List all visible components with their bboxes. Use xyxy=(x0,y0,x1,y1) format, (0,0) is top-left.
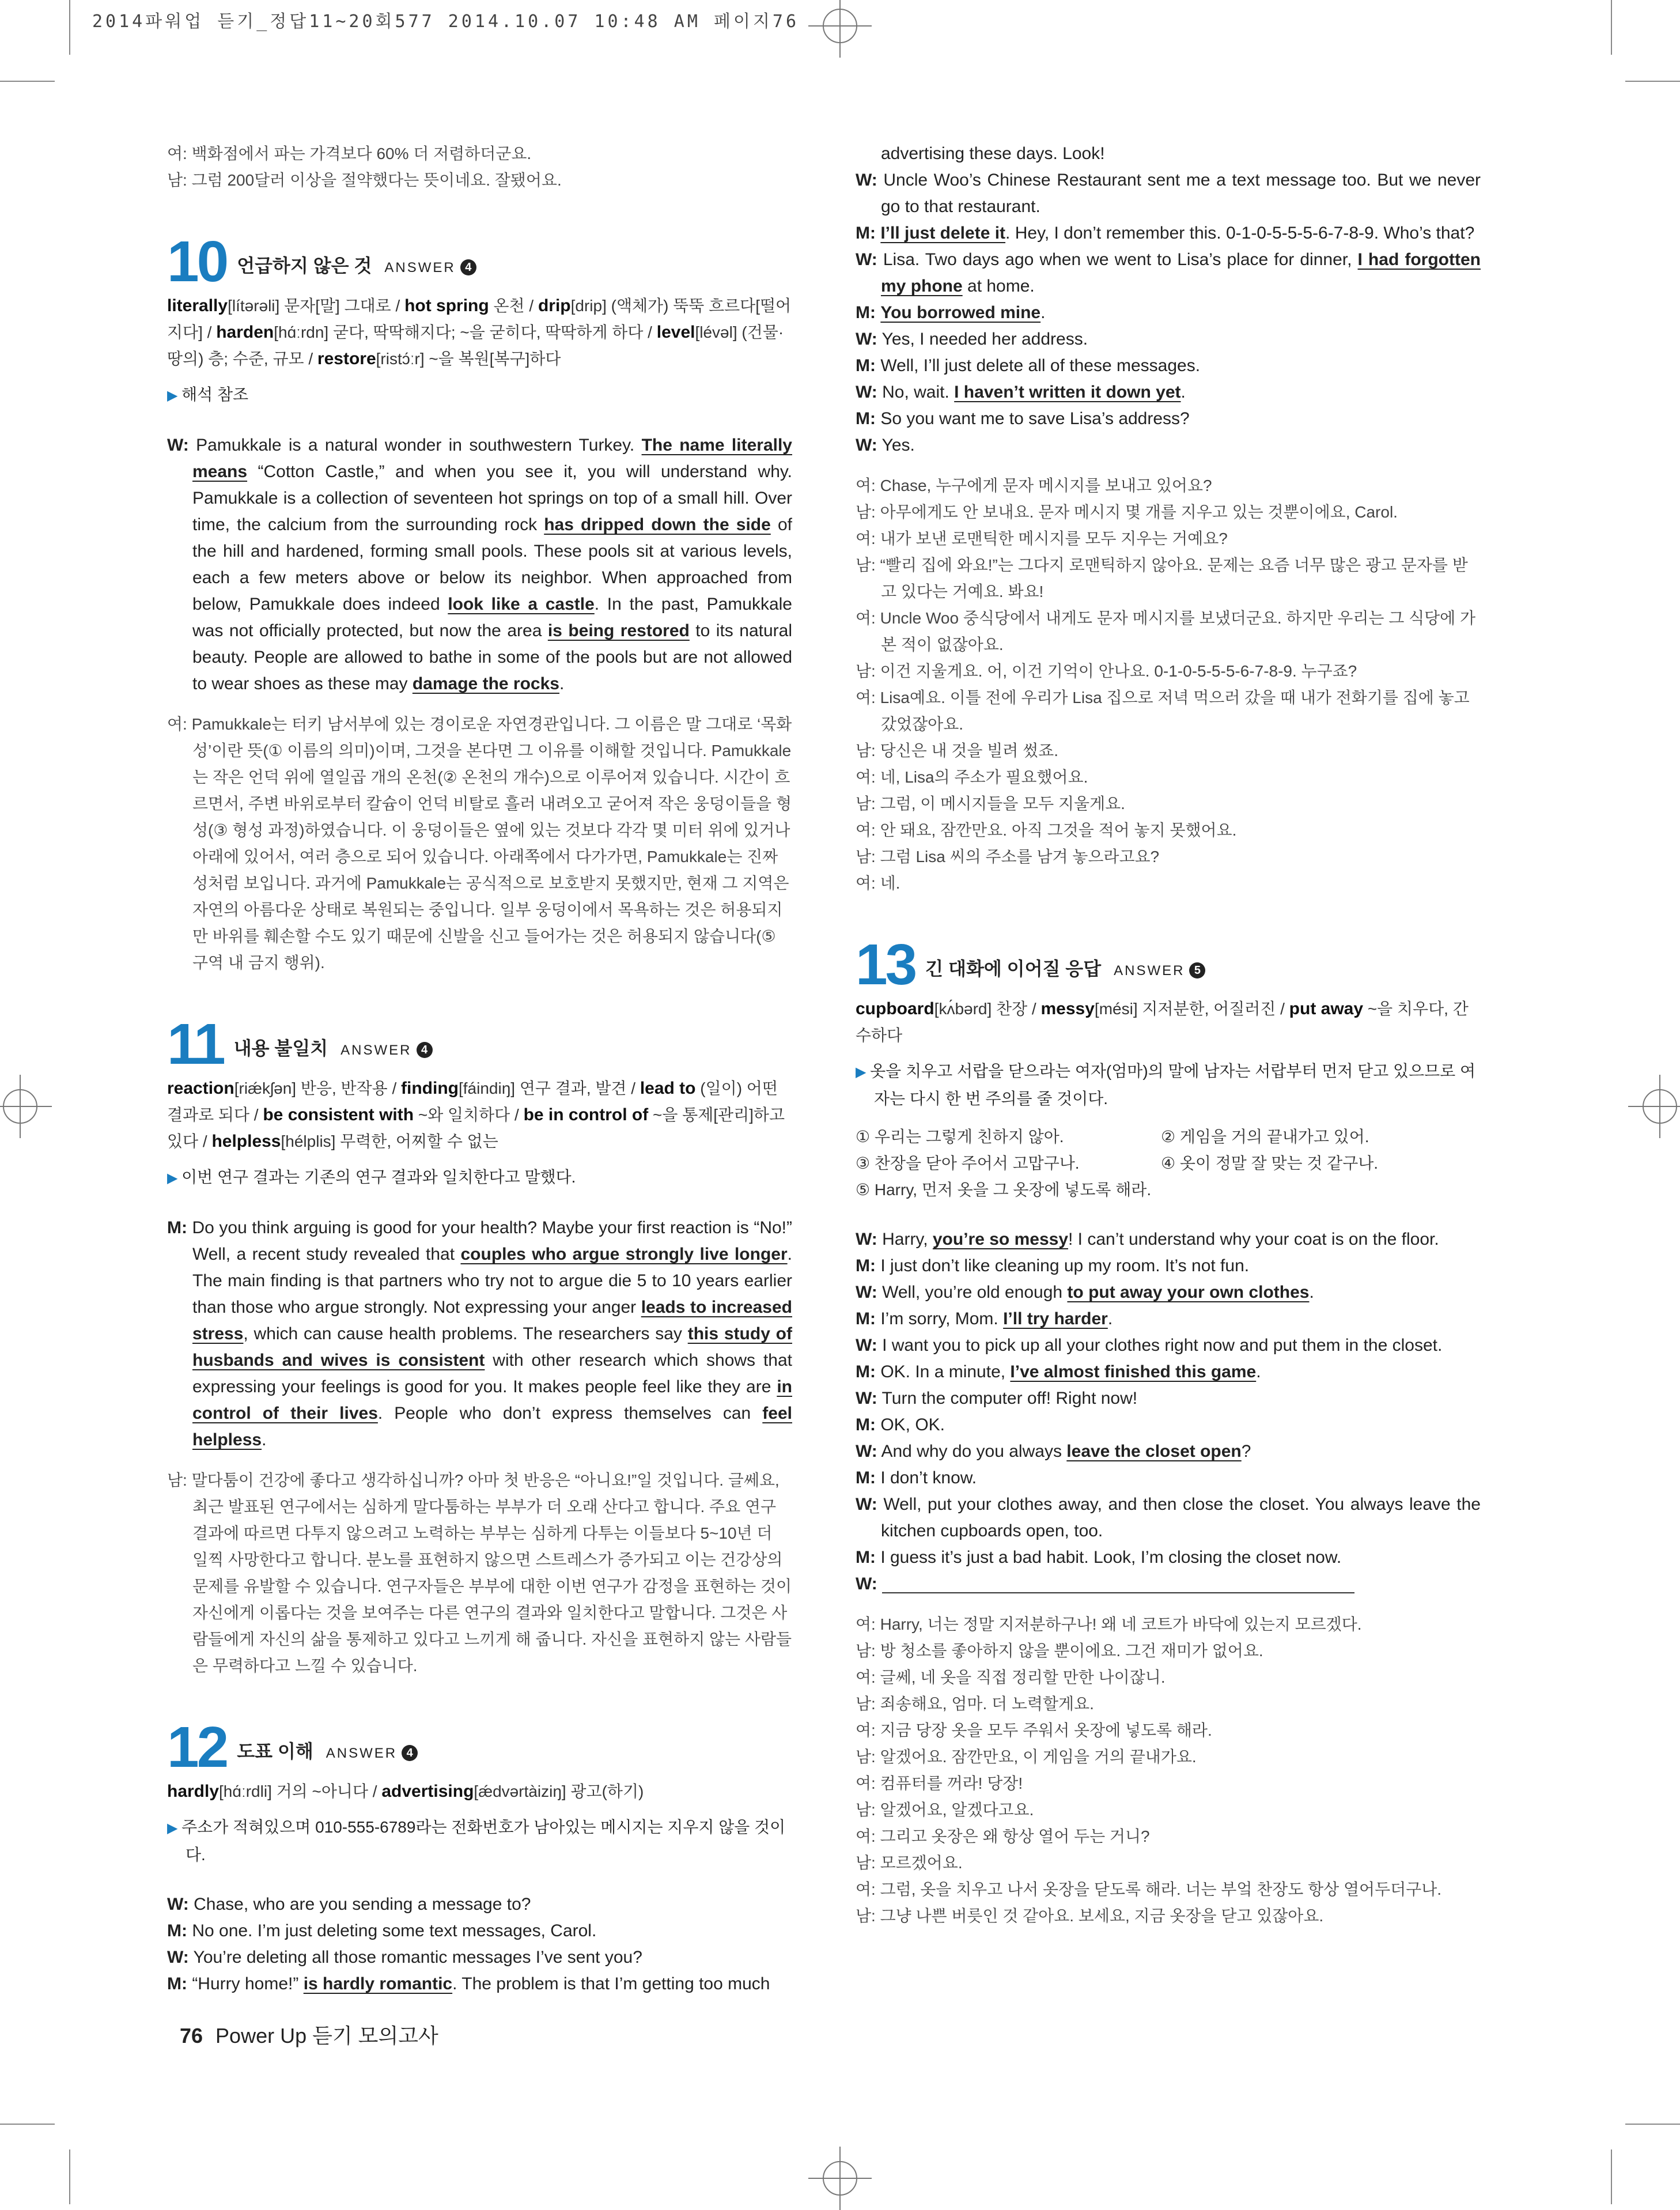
question-title: 긴 대화에 이어질 응답 xyxy=(925,958,1102,979)
translation-line: 남: 모르겠어요. xyxy=(856,1854,963,1872)
answer-number: 4 xyxy=(417,1042,433,1058)
answer-number: 4 xyxy=(460,259,476,275)
speaker-label: W: xyxy=(856,1495,877,1514)
registration-mark-left xyxy=(0,1075,52,1138)
dialogue-text: . xyxy=(262,1430,267,1449)
dialogue-text: I’m sorry, Mom. xyxy=(875,1309,1004,1328)
trim-mark xyxy=(1625,2124,1680,2125)
page-footer xyxy=(180,2020,438,2049)
answer-label: ANSWER xyxy=(340,1042,412,1058)
translation-line: 여: 컴퓨터를 꺼라! 당장! xyxy=(856,1774,1023,1792)
dialogue-line xyxy=(856,432,1481,459)
question-title: 언급하지 않은 것 xyxy=(237,255,372,276)
dialogue xyxy=(167,1891,792,1997)
vocab-meaning: ~을 복원[복구]하다 xyxy=(424,350,561,368)
answer-label: ANSWER xyxy=(1114,963,1185,979)
translation-line: 남: 아무에게도 안 보내요. 문자 메시지 몇 개를 지우고 있는 것뿐이에요, Carol. xyxy=(856,503,1398,521)
dialogue-text: , which can cause health problems. The researchers say xyxy=(243,1324,688,1343)
answer-label: ANSWER xyxy=(384,260,456,275)
triangle-icon: ▶ xyxy=(167,388,182,403)
dialogue-text: Yes. xyxy=(877,436,915,455)
answer-blank xyxy=(882,1576,1354,1593)
vocab-meaning: ~을 통제[관리]하고 있다 / xyxy=(167,1106,785,1150)
speaker-label: W: xyxy=(856,1336,877,1355)
dialogue-text: ? xyxy=(1241,1442,1251,1461)
translation-line: 남: “빨리 집에 와요!”는 그다지 로맨틱하지 않아요. 문제는 요즘 너무 많은 광고 문자를 받고 있다는 거예요. 봐요! xyxy=(856,556,1468,600)
dialogue-text: . xyxy=(1040,303,1046,322)
dialogue-text: No one. I’m just deleting some text messages, Carol. xyxy=(187,1921,597,1940)
key-phrase: I’ll just delete it xyxy=(880,224,1006,243)
translation-line: 여: Lisa예요. 이틀 전에 우리가 Lisa 집으로 저녁 먹으러 갔을 때 내가 전화기를 집에 놓고 갔었잖아요. xyxy=(856,689,1470,733)
dialogue-line xyxy=(856,1544,1481,1571)
speaker-label: W: xyxy=(167,436,189,455)
dialogue-text: And why do you always xyxy=(877,1442,1067,1461)
question-10-header xyxy=(167,229,792,294)
dialogue-text: . xyxy=(1107,1309,1113,1328)
vocab-pronunciation: [fáindiŋ] xyxy=(458,1079,516,1097)
key-phrase: is hardly romantic xyxy=(303,1974,453,1993)
note-text: 이번 연구 결과는 기존의 연구 결과와 일치한다고 말했다. xyxy=(181,1168,576,1186)
translation-line: 남: 죄송해요, 엄마. 더 노력할게요. xyxy=(856,1695,1094,1713)
vocab-meaning: (일이) 어떤 결과로 되다 / xyxy=(167,1079,778,1124)
option-4: ④ 옷이 정말 잘 맞는 것 같구나. xyxy=(1161,1154,1379,1172)
vocab-word: level xyxy=(656,323,695,342)
translation-line: 여: 내가 보낸 로맨틱한 메시지를 모두 지우는 거예요? xyxy=(856,530,1228,547)
dialogue-text: I guess it’s just a bad habit. Look, I’m closing the closet now. xyxy=(875,1548,1342,1567)
dialogue-text: Do you think arguing is good for your health? Maybe your first reaction is “No!” Well, a recent study revealed that xyxy=(192,1218,792,1264)
dialogue-text: . xyxy=(1180,383,1186,402)
speaker-label: W: xyxy=(856,1230,877,1249)
dialogue-text: Lisa. Two days ago when we went to Lisa’s place for dinner, xyxy=(877,250,1358,269)
dialogue-line xyxy=(167,1971,792,1997)
speaker-label: M: xyxy=(856,1309,876,1328)
dialogue-text: OK, OK. xyxy=(875,1415,945,1434)
key-phrase: You borrowed mine xyxy=(880,303,1041,322)
dialogue-line xyxy=(856,300,1481,326)
triangle-icon: ▶ xyxy=(167,1170,182,1186)
vocab-word: be consistent with xyxy=(263,1105,414,1124)
speaker-label: M: xyxy=(856,1468,876,1487)
top-continuation-translation xyxy=(167,141,792,194)
option-3: ③ 찬장을 닫아 주어서 고맙구나. xyxy=(856,1154,1080,1172)
dialogue-line xyxy=(167,1891,792,1918)
translation-line: 남: 그럼 Lisa 씨의 주소를 남겨 놓으라고요? xyxy=(856,848,1160,866)
note-text: 주소가 적혀있으며 010-555-6789라는 전화번호가 남아있는 메시지는 지우지 않을 것이다. xyxy=(181,1818,786,1864)
vocab-word: put away xyxy=(1289,999,1364,1018)
vocab-pronunciation: [kʌ́bərd] xyxy=(934,1000,992,1018)
translation-line: 남: 알겠어요, 알겠다고요. xyxy=(856,1801,1034,1819)
key-phrase: look like a castle xyxy=(448,595,595,614)
dialogue-continued xyxy=(856,141,1481,459)
translation-line: 여: 네, Lisa의 주소가 필요했어요. xyxy=(856,768,1088,786)
vocab-meaning: ~와 일치하다 / xyxy=(414,1106,524,1124)
triangle-icon: ▶ xyxy=(167,1820,182,1836)
translation-line: 남: 그럼, 이 메시지들을 모두 지울게요. xyxy=(856,795,1125,813)
speaker-label: M: xyxy=(167,1974,187,1993)
vocab-meaning: 연구 결과, 발견 / xyxy=(515,1079,640,1097)
key-phrase: I’ll try harder xyxy=(1003,1309,1108,1328)
speaker-label: M: xyxy=(856,1256,876,1275)
dialogue-text: “Hurry home!” xyxy=(187,1974,304,1993)
key-phrase: this study of husbands and wives is consistent xyxy=(192,1324,792,1370)
dialogue-text: No, wait. xyxy=(877,383,955,402)
dialogue-line xyxy=(856,1306,1481,1332)
dialogue-text: with other research which shows that expressing your feelings is good for you. It makes people feel like they are xyxy=(192,1351,792,1396)
translation-line: 여: Harry, 너는 정말 지저분하구나! 왜 네 코트가 바닥에 있는지 모르겠다. xyxy=(856,1615,1362,1633)
vocab-meaning: 광고(하기) xyxy=(566,1782,644,1800)
translation-line: 여: 그리고 옷장은 왜 항상 열어 두는 거니? xyxy=(856,1827,1150,1845)
key-phrase: is being restored xyxy=(547,621,690,640)
dialogue-text: “Cotton Castle,” and when you see it, you will understand why. Pamukkale is a collection of seventeen hot springs on top of a small hill. Over time, the calcium from the surrounding rock xyxy=(192,462,792,534)
dialogue-line xyxy=(856,1438,1481,1465)
dialogue-line xyxy=(856,353,1481,379)
dialogue-line xyxy=(856,1359,1481,1385)
dialogue-text: Yes, I needed her address. xyxy=(877,330,1088,349)
left-column xyxy=(167,141,792,1997)
speaker-label: W: xyxy=(856,1283,877,1302)
dialogue-text: . People who don’t express themselves can xyxy=(377,1404,763,1423)
registration-mark-right xyxy=(1628,1075,1680,1138)
question-11-header xyxy=(167,1012,792,1076)
vocab-pronunciation: [hɑ́ːrdn] xyxy=(274,323,329,341)
speaker-label: W: xyxy=(856,436,877,455)
dialogue-text: You’re deleting all those romantic messages I’ve sent you? xyxy=(188,1948,642,1967)
dialogue-text: Well, I’ll just delete all of these messages. xyxy=(875,356,1201,375)
speaker-label: W: xyxy=(856,383,877,402)
dialogue-line xyxy=(167,1918,792,1944)
speaker-label: M: xyxy=(167,1218,187,1237)
page-number: 76 xyxy=(180,2024,203,2047)
dialogue-text: Pamukkale is a natural wonder in southwestern Turkey. xyxy=(196,436,642,455)
answer-number: 4 xyxy=(402,1745,418,1761)
vocab-word: hardly xyxy=(167,1782,220,1801)
dialogue-text: . The main finding is that partners who try not to argue die 5 to 10 years earlier than those who argue strongly. Not expressing your anger xyxy=(192,1245,792,1317)
translation xyxy=(856,1611,1481,1929)
vocab-word: lead to xyxy=(640,1079,696,1098)
vocab-meaning: (건물·땅의) 층; 수준, 규모 / xyxy=(167,323,784,368)
translation-line: 여: 글쎄, 네 옷을 직접 정리할 만한 나이잖니. xyxy=(856,1668,1166,1686)
note xyxy=(167,1164,792,1192)
dialogue-text: . In the past, Pamukkale was not officially protected, but now the area xyxy=(192,595,792,640)
speaker-label: M: xyxy=(856,303,876,322)
dialogue-text: Uncle Woo’s Chinese Restaurant sent me a text message too. But we never go to that restaurant. xyxy=(877,171,1481,216)
key-phrase: leave the closet open xyxy=(1066,1442,1242,1461)
vocab-pronunciation: [riǽkʃən] xyxy=(234,1079,297,1097)
translation xyxy=(167,711,792,976)
vocabulary-list xyxy=(856,996,1481,1049)
translation-line: 여: 네. xyxy=(856,874,900,892)
dialogue-line xyxy=(856,167,1481,220)
dialogue-line xyxy=(856,1226,1481,1253)
registration-mark-bottom xyxy=(808,2147,872,2210)
dialogue-line xyxy=(856,379,1481,406)
speaker-label: M: xyxy=(856,409,876,428)
question-number: 11 xyxy=(167,1012,224,1076)
dialogue-text: ! I can’t understand why your coat is on the floor. xyxy=(1068,1230,1439,1249)
trim-mark xyxy=(69,0,70,55)
dialogue-text: to its natural beauty. People are allowed to bathe in some of the pools but are not allowed to wear shoes as these may xyxy=(192,621,792,693)
key-phrase: I had forgotten my phone xyxy=(881,250,1481,296)
dialogue-line xyxy=(856,1491,1481,1544)
translation-line: 여: 그럼, 옷을 치우고 나서 옷장을 닫도록 해라. 너는 부엌 찬장도 항상 열어두더구나. xyxy=(856,1880,1442,1898)
dialogue-text: Well, you’re old enough xyxy=(877,1283,1068,1302)
note xyxy=(856,1058,1481,1112)
vocab-meaning: 거의 ~아니다 / xyxy=(271,1782,382,1800)
trim-mark xyxy=(1625,81,1680,82)
question-12-header xyxy=(167,1715,792,1780)
answer-options xyxy=(856,1124,1481,1203)
question-number: 12 xyxy=(167,1715,227,1780)
question-title: 도표 이해 xyxy=(237,1741,313,1762)
vocab-word: advertising xyxy=(381,1782,474,1801)
note xyxy=(167,1814,792,1868)
dialogue-text: I want you to pick up all your clothes right now and put them in the closet. xyxy=(877,1336,1443,1355)
dialogue-text: . xyxy=(559,674,565,693)
vocab-word: harden xyxy=(216,323,274,342)
dialogue-line xyxy=(856,1385,1481,1412)
vocab-meaning: 반응, 반작용 / xyxy=(296,1079,402,1097)
trim-mark xyxy=(1611,0,1612,55)
speaker-label: W: xyxy=(856,171,877,190)
vocab-meaning: 굳다, 딱딱해지다; ~을 굳히다, 딱딱하게 하다 / xyxy=(328,323,657,341)
dialogue-text: . xyxy=(1309,1283,1314,1302)
vocab-pronunciation: [lítərəli] xyxy=(228,297,280,315)
translation xyxy=(167,1467,792,1679)
vocab-meaning: 문자[말] 그대로 / xyxy=(279,297,405,315)
translation-line: 남: 그럼 200달러 이상을 절약했다는 뜻이네요. 잘됐어요. xyxy=(167,171,562,189)
question-number: 13 xyxy=(856,932,915,997)
vocab-pronunciation: [mési] xyxy=(1094,1000,1138,1018)
speaker-label: W: xyxy=(856,250,877,269)
speaker-label: M: xyxy=(856,1415,876,1434)
vocab-word: helpless xyxy=(211,1132,281,1151)
book-title: Power Up 듣기 모의고사 xyxy=(215,2024,438,2047)
dialogue-text: So you want me to save Lisa’s address? xyxy=(875,409,1190,428)
key-phrase: I haven’t written it down yet xyxy=(954,383,1181,402)
vocab-meaning: 지저분한, 어질러진 / xyxy=(1137,1000,1289,1018)
key-phrase: The name literally means xyxy=(192,436,792,481)
vocab-meaning: ~을 치우다, 간수하다 xyxy=(856,1000,1469,1044)
vocab-meaning: 무력한, 어찌할 수 없는 xyxy=(335,1132,498,1150)
answer-label: ANSWER xyxy=(326,1746,398,1761)
trim-mark xyxy=(0,81,55,82)
key-phrase: leads to increased stress xyxy=(192,1298,792,1343)
translation-line: 여: 지금 당장 옷을 모두 주워서 옷장에 넣도록 해라. xyxy=(856,1721,1212,1739)
dialogue-text: I don’t know. xyxy=(875,1468,977,1487)
key-phrase: you’re so messy xyxy=(932,1230,1068,1249)
note-text: 옷을 치우고 서랍을 닫으라는 여자(엄마)의 말에 남자는 서랍부터 먼저 닫고 있으므로 여자는 다시 한 번 주의를 줄 것이다. xyxy=(870,1062,1476,1108)
option-2: ② 게임을 거의 끝내가고 있어. xyxy=(1161,1128,1369,1146)
dialogue xyxy=(856,1226,1481,1571)
translation-paragraph: 남: 말다툼이 건강에 좋다고 생각하십니까? 아마 첫 반응은 “아니요!”일 것입니다. 글쎄요, 최근 발표된 연구에서는 심하게 말다툼하는 부부가 더 오래 산다고 합니다. 주요 연구 결과에 따르면 다투지 않으려고 노력하는 부부는 심하게 다투는 이들보다 5~10년 더 일찍 사망한다고 합니다. 분노를 표현하지 않으면 스트레스가 증가되고 이는 건강상의 문제를 유발할 수 있습니다. 연구자들은 부부에 대한 이번 연구가 감정을 표현하는 것이 자신에게 이롭다는 것을 보여주는 다른 연구의 결과와 일치한다고 말합니다. 그것은 사람들에게 자신의 삶을 통제하고 있다고 느끼게 해 줍니다. 자신을 표현하지 않는 사람들은 무력하다고 느낄 수 있습니다. xyxy=(167,1471,792,1675)
dialogue-text: . The problem is that I’m getting too much xyxy=(452,1974,770,1993)
vocab-word: reaction xyxy=(167,1079,234,1098)
translation-line: 여: 백화점에서 파는 가격보다 60% 더 저렴하더군요. xyxy=(167,145,532,163)
vocab-word: restore xyxy=(317,349,376,368)
vocab-pronunciation: [drip] xyxy=(570,297,607,315)
right-column xyxy=(856,141,1481,1929)
translation-line: 여: Chase, 누구에게 문자 메시지를 보내고 있어요? xyxy=(856,477,1212,494)
registration-mark-top xyxy=(808,0,872,58)
speaker-label: M: xyxy=(856,224,876,243)
triangle-icon: ▶ xyxy=(856,1064,871,1080)
translation-line: 여: Uncle Woo 중식당에서 내게도 문자 메시지를 보냈더군요. 하지만 우리는 그 식당에 가본 적이 없잖아요. xyxy=(856,609,1476,653)
trim-mark xyxy=(69,2149,70,2204)
translation xyxy=(856,473,1481,897)
vocabulary-list xyxy=(167,293,792,372)
dialogue xyxy=(167,432,792,697)
dialogue-text: advertising these days. Look! xyxy=(881,144,1105,163)
vocab-meaning: (액체가) 뚝뚝 흐르다[떨어지다] / xyxy=(167,297,792,341)
trim-mark xyxy=(1611,2149,1612,2204)
speaker-label: W: xyxy=(856,1574,877,1593)
speaker-label: W: xyxy=(856,330,877,349)
dialogue-text: of the hill and hardened, forming small pools. These pools sit at various levels, each a few meters above or below its neighbor. When approached from below, Pamukkale does indeed xyxy=(192,515,792,614)
vocab-word: cupboard xyxy=(856,999,934,1018)
dialogue-text: I just don’t like cleaning up my room. It’s not fun. xyxy=(875,1256,1250,1275)
speaker-label: M: xyxy=(856,1362,876,1381)
speaker-label: M: xyxy=(167,1921,187,1940)
note-text: 해석 참조 xyxy=(181,386,249,403)
dialogue-text: Chase, who are you sending a message to? xyxy=(188,1895,531,1914)
speaker-label: W: xyxy=(856,1389,877,1408)
vocab-word: be in control of xyxy=(523,1105,649,1124)
translation-line: 남: 이건 지울게요. 어, 이건 기억이 안나요. 0-1-0-5-5-5-6-7-8-9. 누구죠? xyxy=(856,662,1357,680)
option-5: ⑤ Harry, 먼저 옷을 그 옷장에 넣도록 해라. xyxy=(856,1181,1152,1199)
translation-line: 남: 방 청소를 좋아하지 않을 뿐이에요. 그건 재미가 없어요. xyxy=(856,1642,1263,1660)
question-number: 10 xyxy=(167,229,227,294)
vocab-meaning: 찬장 / xyxy=(992,1000,1041,1018)
dialogue-line xyxy=(167,1944,792,1971)
vocab-word: messy xyxy=(1040,999,1095,1018)
option-1: ① 우리는 그렇게 친하지 않아. xyxy=(856,1128,1064,1146)
translation-line: 남: 당신은 내 것을 빌려 썼죠. xyxy=(856,742,1058,760)
dialogue-text: Harry, xyxy=(877,1230,933,1249)
vocabulary-list xyxy=(167,1778,792,1805)
speaker-label: W: xyxy=(167,1948,189,1967)
dialogue-line xyxy=(856,1253,1481,1279)
vocab-word: drip xyxy=(538,296,571,315)
trim-mark xyxy=(0,2124,55,2125)
dialogue-line xyxy=(856,1412,1481,1438)
dialogue xyxy=(167,1215,792,1453)
key-phrase: couples who argue strongly live longer xyxy=(460,1245,788,1264)
note xyxy=(167,381,792,409)
answer-number: 5 xyxy=(1189,962,1205,979)
passage-text xyxy=(192,1218,792,1449)
question-title: 내용 불일치 xyxy=(233,1038,328,1059)
key-phrase: has dripped down the side xyxy=(544,515,771,534)
key-phrase: I’ve almost finished this game xyxy=(1010,1362,1257,1381)
vocab-word: hot spring xyxy=(404,296,489,315)
passage-text xyxy=(192,436,792,693)
dialogue-line xyxy=(856,141,1481,167)
vocab-pronunciation: [ristɔ́ːr] xyxy=(376,350,425,368)
translation-paragraph: 여: Pamukkale는 터키 남서부에 있는 경이로운 자연경관입니다. 그 이름은 말 그대로 ‘목화 성’이란 뜻(① 이름의 의미)이며, 그것을 본다면 그 이유를 이해할 것입니다. Pamukkale는 작은 언덕 위에 열일곱 개의 온천(② 온천의 개수)으로 이루어져 있습니다. 시간이 흐르면서, 주변 바위로부터 칼슘이 언덕 비탈로 흘러 내려오고 굳어져 작은 웅덩이들을 형성(③ 형성 과정)하였습니다. 이 웅덩이들은 옆에 있는 것보다 각각 몇 미터 위에 있거나 아래에 있어서, 여러 층으로 되어 있습니다. 아래쪽에서 다가가면, Pamukkale는 진짜 성처럼 보입니다. 과거에 Pamukkale는 공식적으로 보호받지 못했지만, 현재 그 지역은 자연의 아름다운 상태로 복원되는 중입니다. 일부 웅덩이에서 목욕하는 것은 허용되지만 바위를 훼손할 수도 있기 때문에 신발을 신고 들어가는 것은 허용되지 않습니다(⑤ 구역 내 금지 행위). xyxy=(167,715,792,972)
dialogue-line xyxy=(856,1465,1481,1491)
question-13-header xyxy=(856,932,1481,997)
key-phrase: in control of their lives xyxy=(192,1377,792,1423)
dialogue-text: . xyxy=(1256,1362,1261,1381)
speaker-label: W: xyxy=(167,1895,189,1914)
dialogue-text: Turn the computer off! Right now! xyxy=(877,1389,1138,1408)
dialogue-line xyxy=(856,326,1481,353)
dialogue-line xyxy=(856,1332,1481,1359)
dialogue-line xyxy=(856,247,1481,300)
vocab-pronunciation: [hélplis] xyxy=(281,1132,336,1150)
speaker-label: M: xyxy=(856,356,876,375)
vocab-word: finding xyxy=(401,1079,459,1098)
translation-line: 여: 안 돼요, 잠깐만요. 아직 그것을 적어 놓지 못했어요. xyxy=(856,821,1237,839)
print-header: 2014파워업 듣기_정답11~20회577 2014.10.07 10:48 AM 페이지76 xyxy=(92,12,800,32)
dialogue-line xyxy=(856,220,1481,247)
key-phrase: damage the rocks xyxy=(412,674,559,693)
vocabulary-list xyxy=(167,1075,792,1155)
speaker-label: M: xyxy=(856,1548,876,1567)
dialogue-line xyxy=(856,406,1481,432)
translation-line: 남: 알겠어요. 잠깐만요, 이 게임을 거의 끝내가요. xyxy=(856,1748,1197,1766)
dialogue-text: at home. xyxy=(962,277,1035,296)
dialogue-text: Well, put your clothes away, and then close the closet. You always leave the kitchen cupboards open, too. xyxy=(877,1495,1481,1540)
vocab-pronunciation: [hɑ́ːrdli] xyxy=(219,1782,272,1800)
dialogue-text: . Hey, I don’t remember this. 0-1-0-5-5-5-6-7-8-9. Who’s that? xyxy=(1005,224,1475,243)
vocab-pronunciation: [lévəl] xyxy=(695,323,737,341)
vocab-word: literally xyxy=(167,296,228,315)
vocab-meaning: 온천 / xyxy=(489,297,538,315)
dialogue-text: OK. In a minute, xyxy=(875,1362,1011,1381)
speaker-label: W: xyxy=(856,1442,877,1461)
vocab-pronunciation: [ǽdvərtàiziŋ] xyxy=(474,1782,566,1800)
dialogue-line xyxy=(856,1279,1481,1306)
key-phrase: feel helpless xyxy=(192,1404,792,1449)
translation-line: 남: 그냥 나쁜 버릇인 것 같아요. 보세요, 지금 옷장을 닫고 있잖아요. xyxy=(856,1907,1324,1925)
key-phrase: to put away your own clothes xyxy=(1067,1283,1310,1302)
